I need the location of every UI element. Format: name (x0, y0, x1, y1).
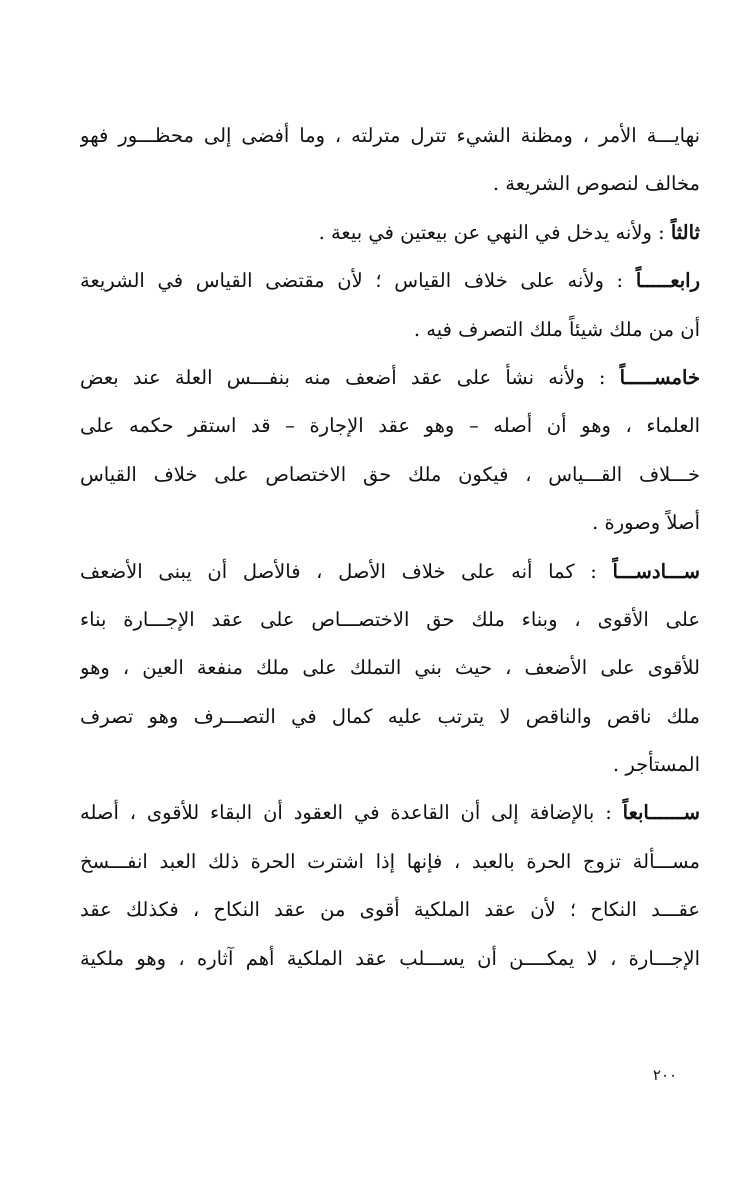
text-line: ســـادســـاً : كما أنه على خلاف الأصل ، فالأصل أن يبنى الأضعف (80, 559, 700, 583)
text-line: المستأجر . (612, 753, 700, 777)
text-line: نهايـــة الأمر ، ومظنة الشيء تترل مترلته ، وما أفضى إلى محظـــور فهو (80, 124, 700, 147)
point-heading: رابعـــــاً (635, 269, 700, 293)
text-line: الإجـــارة ، لا يمكــــن أن يســـلب عقد الملكية أهم آثاره ، وهو ملكية (80, 946, 700, 970)
text-line: ملك ناقص والناقص لا يترتب عليه كمال في التصـــرف وهو تصرف (80, 704, 700, 728)
text-line: أصلاً وصورة . (592, 511, 700, 535)
text-line: خـــلاف القـــياس ، فيكون ملك حق الاختصاص على خلاف القياس (80, 462, 700, 486)
text-line: عقـــد النكاح ؛ لأن عقد الملكية أقوى من عقد النكاح ، فكذلك عقد (80, 898, 700, 922)
text-line: خامســـــاً : ولأنه نشأ على عقد أضعف منه بنفـــس العلة عند بعض (80, 365, 700, 389)
text-line: مســـألة تزوج الحرة بالعبد ، فإنها إذا اشترت الحرة ذلك العبد انفـــسخ (80, 849, 700, 873)
point-heading: ســــــابعاً (622, 801, 700, 825)
text-line: مخالف لنصوص الشريعة . (492, 172, 700, 196)
text-line: ثالثاً : ولأنه يدخل في النهي عن بيعتين في بيعة . (318, 220, 700, 244)
text-line: على الأقوى ، وبناء ملك حق الاختصـــاص على عقد الإجـــارة بناء (80, 607, 700, 631)
text-line: ســــــابعاً : بالإضافة إلى أن القاعدة في العقود أن البقاء للأقوى ، أصله (80, 801, 700, 825)
point-heading: خامســـــاً (619, 365, 700, 389)
text-line: أن من ملك شيئاً ملك التصرف فيه . (413, 317, 700, 341)
page-number: ٢٠٠ (652, 1066, 678, 1084)
body-text (80, 112, 700, 983)
text-line: للأقوى على الأضعف ، حيث بني التملك على ملك منفعة العين ، وهو (80, 656, 700, 680)
point-heading: ســـادســـاً (612, 559, 700, 583)
text-line: العلماء ، وهو أن أصله – وهو عقد الإجارة – قد استقر حكمه على (80, 414, 700, 438)
text-line: رابعـــــاً : ولأنه على خلاف القياس ؛ لأن مقتضى القياس في الشريعة (80, 269, 700, 293)
point-heading: ثالثاً (670, 220, 700, 244)
